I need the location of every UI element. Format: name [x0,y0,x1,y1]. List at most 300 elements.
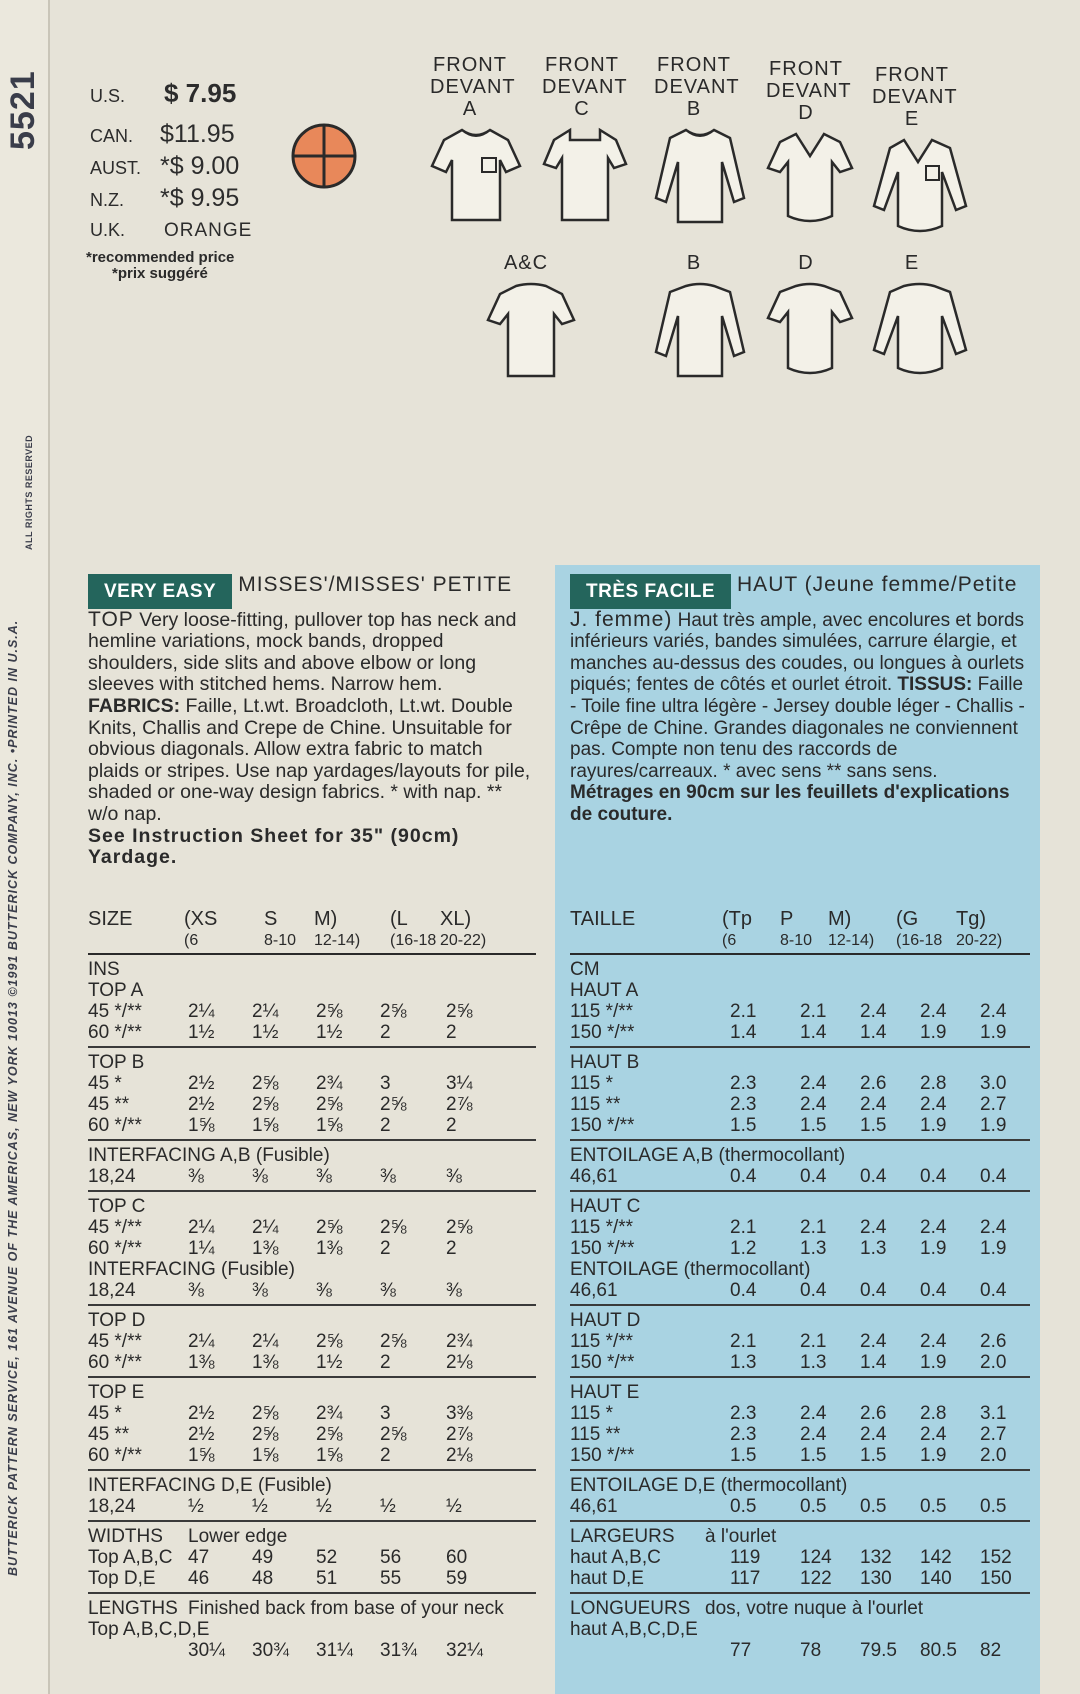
row-label: 115 */** [570,1331,634,1352]
table-row [88,1022,536,1043]
table-row [88,1640,536,1661]
table-row [570,1640,1030,1661]
yardage-value: 2 [446,1238,457,1259]
yardage-value: 1.3 [730,1352,757,1373]
table-row [88,1547,536,1568]
price-country: U.S. [90,86,126,106]
table-row [570,1598,1030,1619]
size-name: Tg) [956,908,986,930]
yardage-value: 132 [860,1547,892,1568]
yardage-value: 55 [380,1568,402,1589]
yardage-value: 51 [316,1568,338,1589]
table-row [570,1052,1030,1073]
table-row [570,1259,1030,1280]
yardage-value: 1.9 [980,1022,1007,1043]
yardage-value: 82 [980,1640,1002,1661]
size-name: (L [390,908,408,930]
yardage-value: 2¼ [188,1217,215,1238]
view-front-a: FRONT DEVANT A [430,54,510,224]
yardage-value: 2.8 [920,1073,947,1094]
size-name: (G [896,908,919,930]
yardage-value: 1⅜ [252,1238,279,1259]
yardage-value: 31¼ [316,1640,353,1661]
row-label: HAUT B [570,1052,640,1073]
top-d-front-icon [766,130,854,226]
yardage-value: 2⅝ [252,1073,279,1094]
row-label: HAUT C [570,1196,641,1217]
yardage-value: 32¼ [446,1640,483,1661]
yardage-value: 1⅝ [188,1445,215,1466]
yardage-value: 1⅝ [188,1115,215,1136]
yardage-value: 2.4 [860,1331,887,1352]
row-label: HAUT D [570,1310,641,1331]
size-number: 8-10 [264,932,297,949]
yardage-value: 2 [446,1022,457,1043]
yardage-value: 2.4 [920,1094,947,1115]
yardage-value: 2.1 [730,1001,757,1022]
recommended-price-note [86,250,234,282]
yardage-value: 2 [380,1115,391,1136]
table-row [88,1445,536,1466]
yardage-value: 117 [730,1568,761,1589]
yardage-value: 80.5 [920,1640,957,1661]
yardage-value: 150 [980,1568,1012,1589]
yardage-value: 3¼ [446,1073,473,1094]
price-value: *$ 9.00 [160,152,240,180]
yardage-value: 1⅝ [316,1445,343,1466]
yardage-value: 46 [188,1568,210,1589]
yardage-value: 2.1 [800,1217,827,1238]
row-label: INTERFACING A,B (Fusible) [88,1145,330,1166]
yardage-value: ½ [380,1496,396,1517]
yardage-value: ⅜ [316,1280,332,1301]
row-label: ENTOILAGE A,B (thermocollant) [570,1145,846,1166]
yardage-value: 1.9 [980,1238,1007,1259]
price-country: CAN. [90,126,134,146]
table-row [88,1331,536,1352]
row-label: 60 */** [88,1022,142,1043]
yardage-value: 2⅞ [446,1424,473,1445]
row-label: 150 */** [570,1022,635,1043]
row-label: Top D,E [88,1568,156,1589]
row-label: 150 */** [570,1445,635,1466]
size-number: 20-22) [440,932,487,949]
table-row [88,1280,536,1301]
yardage-value: 78 [800,1640,822,1661]
row-label: 45 */** [88,1331,142,1352]
yardage-value: 3 [380,1403,391,1424]
yardage-value: 1½ [316,1022,343,1043]
yardage-value: 2⅛ [446,1352,473,1373]
yardage-value: 3⅜ [446,1403,473,1424]
description-english [88,574,536,869]
price-country: N.Z. [90,190,124,210]
size-number: (16-18 [896,932,943,949]
size-name: P [780,908,794,930]
yardage-value: 2.4 [860,1424,887,1445]
table-row [570,959,1030,980]
row-label: LARGEURS [570,1526,675,1547]
yardage-value: 2.4 [800,1424,827,1445]
row-label: haut A,B,C,D,E [570,1619,698,1640]
yardage-value: 2.1 [800,1001,827,1022]
yardage-value: 48 [252,1568,274,1589]
size-label: TAILLE [570,908,636,930]
size-name: (Tp [722,908,752,930]
yardage-value: 2¼ [188,1331,215,1352]
yardage-value: 2⅛ [446,1445,473,1466]
yardage-value: 2.4 [920,1424,947,1445]
top-c-front-icon [542,126,628,224]
yardage-value: 2.1 [730,1331,757,1352]
table-row [570,1424,1030,1445]
row-label: 46,61 [570,1166,618,1187]
yardage-value: 0.5 [920,1496,947,1517]
size-name: M) [828,908,852,930]
table-rule [570,1469,1030,1471]
row-label: 45 */** [88,1001,142,1022]
yardage-value: 2½ [188,1403,215,1424]
size-number: (6 [184,932,199,949]
size-number: 20-22) [956,932,1003,949]
yardage-value: 124 [800,1547,832,1568]
yardage-value: 1⅜ [252,1352,279,1373]
yardage-value: ⅜ [188,1280,204,1301]
row-label: 60 */** [88,1445,142,1466]
yardage-value: 0.5 [980,1496,1007,1517]
yardage-value: 1⅝ [316,1115,343,1136]
table-row [570,1217,1030,1238]
top-ac-back-icon [486,280,576,380]
yardage-value: 2.1 [800,1331,827,1352]
price-nz [90,184,239,213]
row-label: HAUT A [570,980,639,1001]
yardage-value: ⅜ [380,1166,396,1187]
yardage-value: 0.4 [860,1280,887,1301]
yardage-value: ½ [446,1496,462,1517]
row-label: INTERFACING (Fusible) [88,1259,295,1280]
row-label: INTERFACING D,E (Fusible) [88,1475,332,1496]
table-row [570,1280,1030,1301]
table-row [570,1145,1030,1166]
envelope-spine [0,0,50,1694]
row-label: 115 * [570,1073,613,1094]
yardage-value: 3.0 [980,1073,1007,1094]
yardage-value: 0.4 [860,1166,887,1187]
yardage-value: 0.5 [730,1496,757,1517]
table-header-rule [570,953,1030,955]
row-label: LONGUEURS [570,1598,691,1619]
yardage-value: ⅜ [316,1166,332,1187]
size-label: SIZE [88,908,133,930]
table-row [88,1001,536,1022]
size-number: (16-18 [390,932,437,949]
note-en: *recommended price [86,249,235,266]
instruction-note: See Instruction Sheet for 35" (90cm) Yardage. [88,824,460,869]
yardage-value: 2.8 [920,1403,947,1424]
yardage-table-english [88,908,536,1661]
yardage-value: 1.3 [800,1238,827,1259]
yardage-value: 1⅜ [188,1352,215,1373]
yardage-value: 2⅝ [252,1094,279,1115]
yardage-value: 2⅝ [380,1001,407,1022]
yardage-value: 2⅝ [380,1424,407,1445]
table-row [570,1022,1030,1043]
description-body: Very loose-fitting, pullover top has neck and hemline variations, mock bands, dropped shoulders, side slits and above elbow or long sleeves with stitched hems. Narrow hem. [88,608,517,696]
row-label: TOP A [88,980,144,1001]
yardage-value: ⅜ [446,1166,462,1187]
table-row [88,1073,536,1094]
yardage-value: 2⅝ [316,1001,343,1022]
yardage-value: 2 [380,1238,391,1259]
yardage-value: 1.5 [860,1445,887,1466]
price-country: AUST. [90,158,142,178]
yardage-value: 1¼ [188,1238,215,1259]
yardage-value: 2¼ [252,1217,279,1238]
yardage-value: 2⅝ [380,1331,407,1352]
yardage-value: ⅜ [446,1280,462,1301]
size-number: (6 [722,932,737,949]
row-label: 45 */** [88,1217,142,1238]
price-aust [90,152,239,181]
yardage-value: 2⅝ [316,1094,343,1115]
table-row [88,1619,536,1640]
yardage-value: 2½ [188,1073,215,1094]
yardage-value: 1⅝ [252,1115,279,1136]
table-rule [88,1139,536,1141]
size-number-row [88,932,536,950]
row-label: 150 */** [570,1352,635,1373]
row-label: 46,61 [570,1280,618,1301]
yardage-value: 1.9 [920,1115,947,1136]
yardage-value: 2¾ [446,1331,473,1352]
yardage-value: 0.4 [980,1166,1007,1187]
price-country: U.K. [90,220,126,240]
yardage-value: 2½ [188,1424,215,1445]
table-row [570,1310,1030,1331]
yardage-value: 142 [920,1547,952,1568]
row-label: 60 */** [88,1238,142,1259]
yardage-value: 31¾ [380,1640,417,1661]
view-front-c: FRONT DEVANT C [542,54,622,224]
yardage-value: 79.5 [860,1640,897,1661]
yardage-value: 1.9 [920,1022,947,1043]
size-name: XL) [440,908,472,930]
size-header-row [570,908,1030,932]
yardage-value: 77 [730,1640,752,1661]
yardage-value: 1.4 [860,1022,887,1043]
table-row [570,1403,1030,1424]
table-row [88,1568,536,1589]
table-row [570,1547,1030,1568]
yardage-value: 0.4 [800,1166,827,1187]
table-row [88,1496,536,1517]
row-label: 45 * [88,1403,122,1424]
table-row [570,1238,1030,1259]
yardage-value: 3.1 [980,1403,1007,1424]
yardage-value: 2⅝ [252,1403,279,1424]
size-number: 8-10 [780,932,813,949]
table-row [570,980,1030,1001]
row-label: WIDTHS [88,1526,163,1547]
yardage-value: 2.4 [920,1331,947,1352]
yardage-value: ⅜ [380,1280,396,1301]
row-label: 115 */** [570,1217,634,1238]
row-label: 60 */** [88,1352,142,1373]
table-row [570,1475,1030,1496]
yardage-value: 2¾ [316,1403,343,1424]
price-value: ORANGE [164,220,253,241]
table-rule [570,1190,1030,1192]
view-front-b: FRONT DEVANT B [654,54,734,226]
yardage-value: 2⅝ [316,1424,343,1445]
top-e-front-icon [872,136,968,236]
row-label: 115 ** [570,1094,621,1115]
size-number: 12-14) [828,932,875,949]
table-row [88,1259,536,1280]
yardage-value: 1.2 [730,1238,757,1259]
view-back-ac: A&C [486,252,566,380]
yardage-value: 0.5 [800,1496,827,1517]
table-row [570,1094,1030,1115]
yardage-value: 2.4 [860,1094,887,1115]
yardage-value: 2.4 [800,1073,827,1094]
yardage-value: 2⅝ [446,1217,473,1238]
view-front-d: FRONT DEVANT D [766,58,846,226]
table-row [88,1352,536,1373]
table-rule [570,1376,1030,1378]
yardage-value: 2¼ [188,1001,215,1022]
row-label: HAUT E [570,1382,640,1403]
table-row [570,1526,1030,1547]
table-row [88,1403,536,1424]
row-label: Top A,B,C [88,1547,173,1568]
row-label: 60 */** [88,1115,142,1136]
yardage-value: 2½ [188,1094,215,1115]
yardage-value: 1.4 [860,1352,887,1373]
yardage-value: 1.3 [860,1238,887,1259]
top-b-front-icon [654,126,746,226]
yardage-value: 1.4 [730,1022,757,1043]
table-row [88,1526,536,1547]
yardage-value: 1.3 [800,1352,827,1373]
yardage-value: 2.4 [860,1217,887,1238]
row-note: à l'ourlet [705,1526,777,1547]
yardage-value: 0.4 [980,1280,1007,1301]
table-rule [88,1190,536,1192]
yardage-value: 2.3 [730,1073,757,1094]
price-value: $11.95 [160,120,235,148]
yardage-value: 2.0 [980,1445,1007,1466]
table-rule [570,1304,1030,1306]
row-note: Lower edge [188,1526,288,1547]
yardage-value: ½ [252,1496,268,1517]
row-label: haut A,B,C [570,1547,661,1568]
table-row [88,1166,536,1187]
table-row [88,1310,536,1331]
row-label: TOP B [88,1052,145,1073]
size-number-row [570,932,1030,950]
yardage-value: 1.9 [920,1352,947,1373]
price-can [90,120,235,149]
yardage-value: 30¾ [252,1640,289,1661]
table-row [88,980,536,1001]
row-label: 18,24 [88,1496,136,1517]
yardage-value: 2.6 [860,1073,887,1094]
table-row [88,1115,536,1136]
yardage-value: 2.4 [980,1217,1007,1238]
row-label: 46,61 [570,1496,618,1517]
fabrics-label: FABRICS: [88,694,181,717]
yardage-value: 0.4 [730,1166,757,1187]
view-back-b: B [654,252,734,380]
table-row [570,1382,1030,1403]
yardage-value: 2⅝ [316,1217,343,1238]
row-label: 18,24 [88,1166,136,1187]
yardage-value: ⅜ [252,1166,268,1187]
yardage-value: 2⅞ [446,1094,473,1115]
fabrics-text: Faille, Lt.wt. Broadcloth, Lt.wt. Double Knits, Challis and Crepe de Chine. Unsuitable for obvious diagonals. Allow extra fabric to match plaids or stripes. Use nap yardages/layouts for pile, shaded or one-way design fabrics. * with nap. ** w/o nap. [88,694,531,825]
yardage-value: 2.4 [800,1094,827,1115]
yardage-value: 0.4 [800,1280,827,1301]
yardage-value: 152 [980,1547,1012,1568]
table-row [88,1145,536,1166]
yardage-value: ⅜ [252,1280,268,1301]
price-us [90,78,236,109]
table-row [570,1331,1030,1352]
price-value: $ 7.95 [164,78,237,108]
yardage-value: 1⅜ [316,1238,343,1259]
row-label: 45 ** [88,1094,130,1115]
row-label: 45 ** [88,1424,130,1445]
yardage-value: 2.7 [980,1424,1007,1445]
yardage-value: 2.6 [980,1331,1007,1352]
yardage-value: 30¼ [188,1640,225,1661]
yardage-value: 0.4 [920,1166,947,1187]
yardage-value: 2.4 [920,1001,947,1022]
row-label: CM [570,959,600,980]
price-uk [90,220,252,242]
table-rule [570,1046,1030,1048]
yardage-value: 2 [380,1445,391,1466]
table-row [88,1238,536,1259]
yardage-value: 3 [380,1073,391,1094]
yardage-value: 2¼ [252,1331,279,1352]
yardage-value: 1.9 [920,1445,947,1466]
table-row [570,1115,1030,1136]
yardage-value: 2.4 [980,1001,1007,1022]
very-easy-badge: VERY EASY [88,574,232,609]
size-name: S [264,908,278,930]
table-row [570,1166,1030,1187]
yardage-value: 2⅝ [252,1424,279,1445]
size-header-row [88,908,536,932]
table-rule [88,1376,536,1378]
yardage-value: 59 [446,1568,468,1589]
yardage-value: 2⅝ [316,1331,343,1352]
yardage-value: 0.5 [860,1496,887,1517]
description-body-fr: Haut très ample, avec encolures et bords inférieurs variés, bandes simulées, carrure élargie, et manches au-dessus des coudes, ou longues à ourlets piqués; fentes de côtés et ourlet étroit. [570,609,1025,696]
yardage-value: 1½ [188,1022,215,1043]
row-note: Finished back from base of your neck [188,1598,504,1619]
yardage-value: 2.3 [730,1403,757,1424]
row-label: ENTOILAGE (thermocollant) [570,1259,811,1280]
note-fr: *prix suggéré [112,265,208,282]
yardage-value: 2.3 [730,1424,757,1445]
publisher-address: BUTTERICK PATTERN SERVICE, 161 AVENUE OF THE AMERICAS, NEW YORK 10013 ©1991 BUTTERICK COMPANY, INC. •PRINTED IN U.S.A. [6,619,20,1576]
yardage-value: 47 [188,1547,210,1568]
yardage-value: 2¼ [252,1001,279,1022]
